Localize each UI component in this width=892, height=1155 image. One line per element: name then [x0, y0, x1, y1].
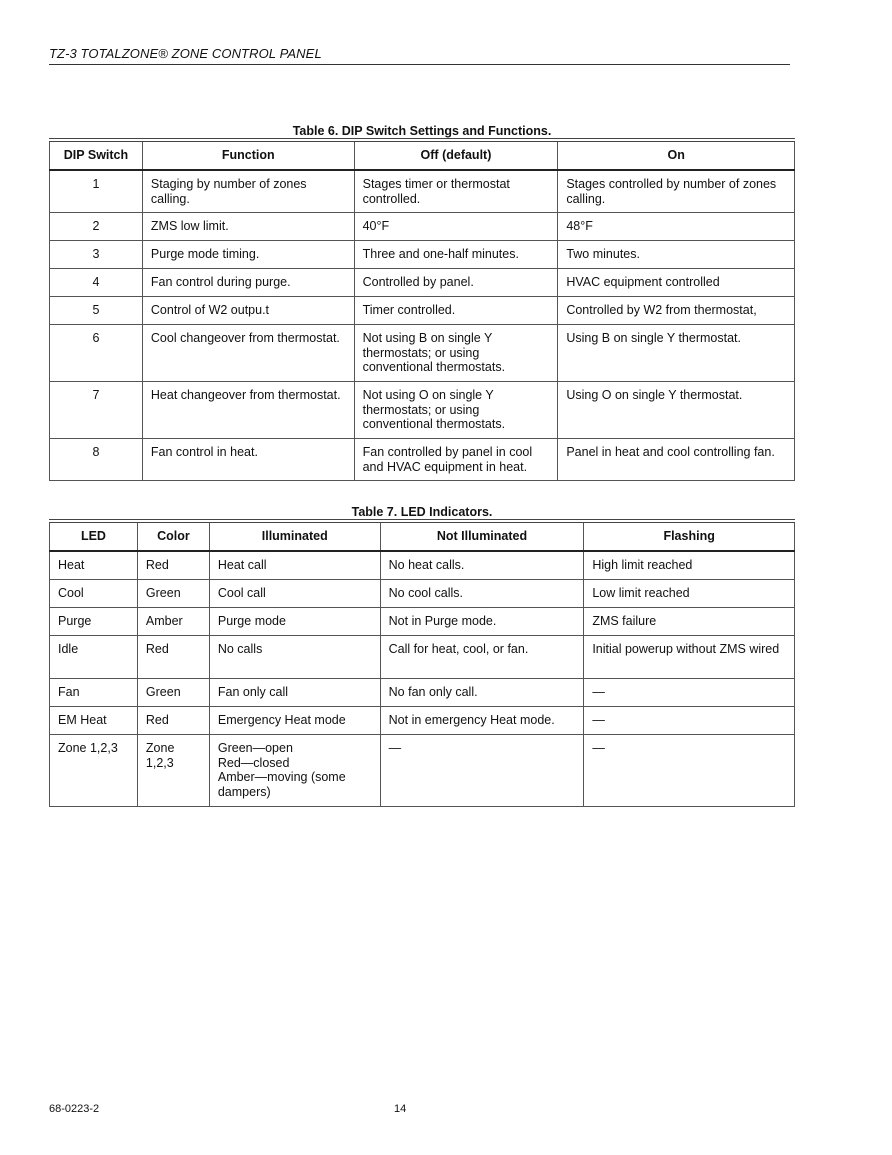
off-cell: 40°F: [354, 213, 558, 241]
flashing-cell: Initial powerup without ZMS wired: [584, 636, 795, 679]
color-cell: Zone 1,2,3: [137, 735, 209, 807]
led-cell: Zone 1,2,3: [50, 735, 138, 807]
color-cell: Red: [137, 636, 209, 679]
not-illuminated-cell: Call for heat, cool, or fan.: [380, 636, 584, 679]
table-row: [50, 241, 795, 269]
table-header-row: [50, 521, 795, 551]
table-row: [50, 170, 795, 213]
led-cell: EM Heat: [50, 707, 138, 735]
off-cell: Not using B on single Y thermostats; or using conventional thermostats.: [354, 325, 558, 382]
off-cell: Controlled by panel.: [354, 269, 558, 297]
illuminated-cell: [209, 735, 380, 807]
on-cell: Using O on single Y thermostat.: [558, 382, 795, 439]
illuminated-cell: Purge mode: [209, 608, 380, 636]
function-cell: Heat changeover from thermostat.: [142, 382, 354, 439]
flashing-cell: ZMS failure: [584, 608, 795, 636]
table-row: [50, 382, 795, 439]
illuminated-cell: Fan only call: [209, 679, 380, 707]
column-header-on: On: [558, 140, 795, 170]
column-header-illuminated: Illuminated: [209, 521, 380, 551]
table-row: [50, 297, 795, 325]
off-cell: Timer controlled.: [354, 297, 558, 325]
column-header-led: LED: [50, 521, 138, 551]
flashing-cell: Low limit reached: [584, 580, 795, 608]
column-header-color: Color: [137, 521, 209, 551]
function-cell: Staging by number of zones calling.: [142, 170, 354, 213]
table-row: [50, 707, 795, 735]
off-cell: Fan controlled by panel in cool and HVAC equipment in heat.: [354, 439, 558, 481]
led-cell: Cool: [50, 580, 138, 608]
table-row: [50, 608, 795, 636]
on-cell: 48°F: [558, 213, 795, 241]
off-cell: Stages timer or thermostat controlled.: [354, 170, 558, 213]
illuminated-cell: Emergency Heat mode: [209, 707, 380, 735]
column-header-flashing: Flashing: [584, 521, 795, 551]
function-cell: Fan control during purge.: [142, 269, 354, 297]
dip-switch-table-block: [49, 124, 795, 481]
illuminated-line: Red—closed: [217, 755, 290, 770]
function-cell: Purge mode timing.: [142, 241, 354, 269]
on-cell: Using B on single Y thermostat.: [558, 325, 795, 382]
table-7-title: Table 7. LED Indicators.: [351, 505, 493, 519]
off-cell: Not using O on single Y thermostats; or using conventional thermostats.: [354, 382, 558, 439]
column-header-dip-switch: DIP Switch: [50, 140, 143, 170]
function-cell: ZMS low limit.: [142, 213, 354, 241]
led-cell: Purge: [50, 608, 138, 636]
dip-number: 8: [50, 439, 143, 481]
dip-number: 2: [50, 213, 143, 241]
document-number: 68-0223-2: [49, 1103, 100, 1115]
not-illuminated-cell: No heat calls.: [380, 551, 584, 580]
color-cell: Red: [137, 707, 209, 735]
led-cell: Fan: [50, 679, 138, 707]
flashing-cell: —: [584, 679, 795, 707]
dip-switch-table: [49, 138, 795, 481]
illuminated-line: Amber—moving (some: [217, 770, 346, 784]
dip-number: 1: [50, 170, 143, 213]
table-row: [50, 213, 795, 241]
illuminated-line: Green—open: [217, 741, 293, 755]
illuminated-line: dampers): [217, 784, 271, 799]
not-illuminated-cell: Not in Purge mode.: [380, 608, 584, 636]
column-header-off: Off (default): [354, 140, 558, 170]
led-cell: Idle: [50, 636, 138, 679]
column-header-function: Function: [142, 140, 354, 170]
on-cell: HVAC equipment controlled: [558, 269, 795, 297]
dip-number: 5: [50, 297, 143, 325]
dip-number: 4: [50, 269, 143, 297]
color-cell: Red: [137, 551, 209, 580]
dip-number: 3: [50, 241, 143, 269]
column-header-not-illuminated: Not Illuminated: [380, 521, 584, 551]
off-cell: Three and one-half minutes.: [354, 241, 558, 269]
on-cell: Panel in heat and cool controlling fan.: [558, 439, 795, 481]
table-header-row: [50, 140, 795, 170]
color-cell: Amber: [137, 608, 209, 636]
led-indicators-table-block: [49, 505, 795, 807]
function-cell: Fan control in heat.: [142, 439, 354, 481]
table-row: [50, 636, 795, 679]
function-cell: Cool changeover from thermostat.: [142, 325, 354, 382]
not-illuminated-cell: No fan only call.: [380, 679, 584, 707]
table-row: [50, 679, 795, 707]
not-illuminated-cell: Not in emergency Heat mode.: [380, 707, 584, 735]
on-cell: Two minutes.: [558, 241, 795, 269]
table-row: [50, 439, 795, 481]
table-row: [50, 551, 795, 580]
flashing-cell: —: [584, 707, 795, 735]
on-cell: Controlled by W2 from thermostat,: [558, 297, 795, 325]
dip-number: 7: [50, 382, 143, 439]
led-cell: Heat: [50, 551, 138, 580]
table-row: [50, 580, 795, 608]
illuminated-cell: No calls: [209, 636, 380, 679]
led-indicators-table: [49, 519, 795, 807]
running-header: TZ-3 TOTALZONE® ZONE CONTROL PANEL: [49, 46, 790, 65]
table-row: [50, 735, 795, 807]
page-number: 14: [394, 1103, 407, 1115]
not-illuminated-cell: —: [380, 735, 584, 807]
illuminated-cell: Cool call: [209, 580, 380, 608]
illuminated-cell: Heat call: [209, 551, 380, 580]
function-cell: Control of W2 outpu.t: [142, 297, 354, 325]
table-6-title: Table 6. DIP Switch Settings and Functions.: [292, 124, 552, 138]
on-cell: Stages controlled by number of zones calling.: [558, 170, 795, 213]
flashing-cell: —: [584, 735, 795, 807]
flashing-cell: High limit reached: [584, 551, 795, 580]
not-illuminated-cell: No cool calls.: [380, 580, 584, 608]
dip-number: 6: [50, 325, 143, 382]
color-cell: Green: [137, 679, 209, 707]
color-cell: Green: [137, 580, 209, 608]
table-row: [50, 325, 795, 382]
table-row: [50, 269, 795, 297]
